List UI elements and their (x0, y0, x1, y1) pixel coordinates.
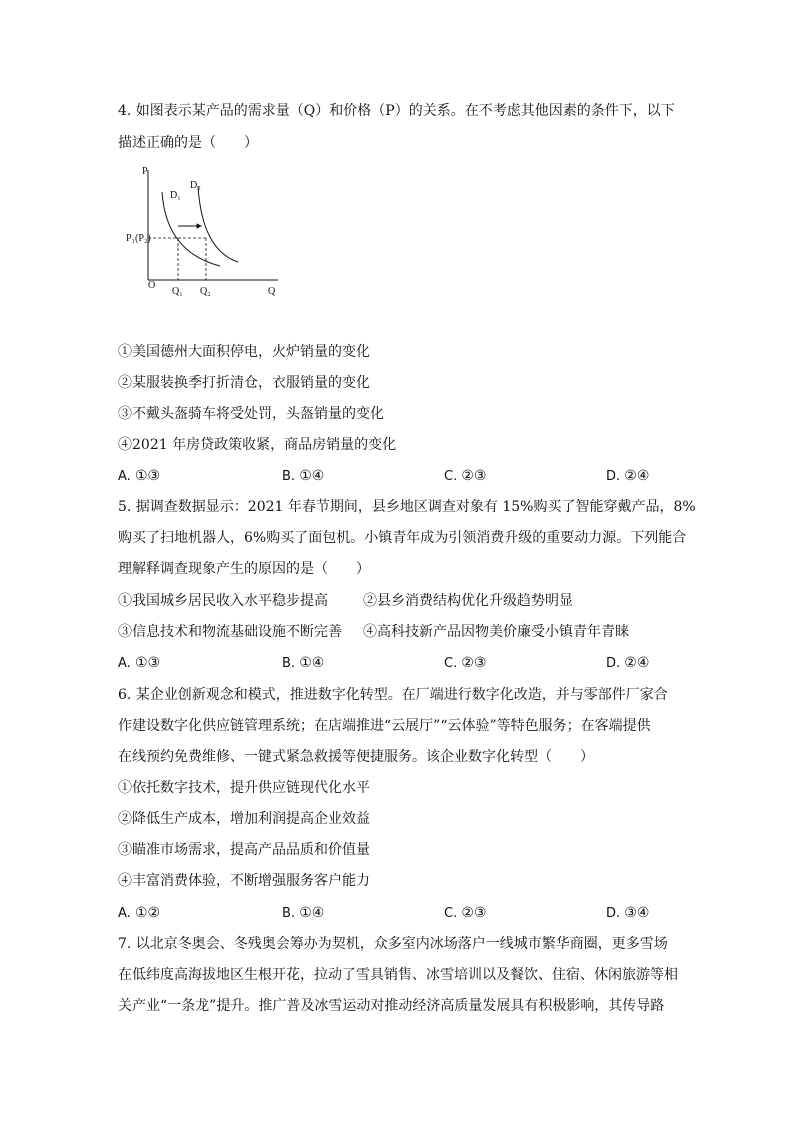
q6-item-2: ②降低生产成本，增加利润提高企业效益 (118, 811, 370, 827)
q1-label: Q₁ (172, 286, 183, 297)
option-value: ③④ (624, 905, 650, 921)
q6-option-c[interactable] (444, 903, 486, 924)
q4-option-b[interactable] (282, 466, 324, 487)
option-letter: C. (444, 656, 458, 671)
option-letter: B. (282, 656, 296, 671)
x-axis-label: Q (268, 286, 276, 297)
q6-item-4: ④丰富消费体验，不断增强服务客户能力 (118, 873, 370, 889)
q4-option-a[interactable] (118, 466, 160, 487)
q6-item-3: ③瞄准市场需求，提高产品品质和价值量 (118, 842, 370, 858)
q5-item-3: ③信息技术和物流基础设施不断完善 (118, 624, 342, 640)
curve-d2 (198, 186, 238, 262)
q5-item-1: ①我国城乡居民收入水平稳步提高 (118, 593, 328, 609)
option-letter: C. (444, 469, 458, 484)
option-value: ②③ (461, 468, 487, 484)
q5-option-a[interactable] (118, 653, 160, 674)
q6-stem-line-2: 作建设数字化供应链管理系统；在店端推进“云展厅”“云体验”等特色服务；在客端提供 (118, 718, 651, 734)
price-label: P₁(P₂) (126, 233, 151, 244)
q5-item-2: ②县乡消费结构优化升级趋势明显 (363, 593, 573, 609)
option-value: ①④ (299, 468, 325, 484)
d2-label: D₂ (190, 180, 201, 191)
q7-stem-line-3: 关产业“一条龙”提升。推广普及冰雪运动对推动经济高质量发展具有积极影响，其传导路 (118, 998, 665, 1014)
option-value: ①② (134, 905, 161, 921)
q6-option-a[interactable] (118, 903, 160, 924)
option-letter: A. (118, 656, 131, 671)
q6-stem-line-1: 6. 某企业创新观念和模式，推进数字化转型。在厂端进行数字化改造，并与零部件厂家合 (118, 687, 668, 703)
q5-option-b[interactable] (282, 653, 324, 674)
y-axis-label: P (142, 166, 148, 177)
q4-item-1: ①美国德州大面积停电，火炉销量的变化 (118, 344, 370, 360)
q4-option-c[interactable] (444, 466, 486, 487)
demand-curve-graph (118, 162, 288, 302)
q6-item-1: ①依托数字技术，提升供应链现代化水平 (118, 780, 370, 796)
q7-stem-line-1: 7. 以北京冬奥会、冬残奥会筹办为契机，众多室内冰场落户一线城市繁华商圈，更多雪场 (118, 936, 668, 952)
q6-option-d[interactable] (606, 903, 649, 924)
option-letter: B. (282, 469, 296, 484)
q4-stem-line-2: 描述正确的是（ ） (118, 135, 258, 151)
q5-stem-line-3: 理解释调查现象产生的原因的是（ ） (118, 561, 370, 577)
option-letter: B. (282, 906, 296, 921)
curve-d1 (162, 192, 220, 266)
q4-item-4: ④2021 年房贷政策收紧，商品房销量的变化 (118, 437, 397, 453)
q5-option-d[interactable] (606, 653, 649, 674)
option-value: ②③ (461, 905, 487, 921)
option-letter: C. (444, 906, 458, 921)
option-value: ①③ (134, 655, 161, 671)
option-value: ②③ (461, 655, 487, 671)
option-value: ②④ (624, 655, 650, 671)
q5-stem-line-1: 5. 据调查数据显示：2021 年春节期间，县乡地区调查对象有 15%购买了智能穿戴产品，8% (118, 499, 696, 515)
d1-label: D₁ (170, 190, 181, 201)
option-value: ①③ (134, 468, 161, 484)
q2-label: Q₂ (200, 286, 211, 297)
q5-item-4: ④高科技新产品因物美价廉受小镇青年青睐 (363, 624, 629, 640)
q5-option-c[interactable] (444, 653, 486, 674)
option-value: ①④ (299, 905, 325, 921)
q7-stem-line-2: 在低纬度高海拔地区生根开花，拉动了雪具销售、冰雪培训以及餐饮、住宿、休闲旅游等相 (118, 967, 678, 983)
q5-stem-line-2: 购买了扫地机器人，6%购买了面包机。小镇青年成为引领消费升级的重要动力源。下列能合 (118, 530, 687, 546)
option-value: ①④ (299, 655, 325, 671)
q4-stem-line-1: 4. 如图表示某产品的需求量（Q）和价格（P）的关系。在不考虑其他因素的条件下，以下 (118, 103, 675, 119)
origin-label: O (148, 280, 156, 291)
q4-item-3: ③不戴头盔骑车将受处罚，头盔销量的变化 (118, 406, 384, 422)
q4-option-d[interactable] (606, 466, 649, 487)
option-value: ②④ (624, 468, 650, 484)
option-letter: D. (606, 906, 621, 921)
option-letter: A. (118, 469, 131, 484)
option-letter: D. (606, 656, 621, 671)
q6-stem-line-3: 在线预约免费维修、一键式紧急救援等便捷服务。该企业数字化转型（ ） (118, 749, 594, 765)
q4-item-2: ②某服装换季打折清仓，衣服销量的变化 (118, 375, 370, 391)
option-letter: D. (606, 469, 621, 484)
option-letter: A. (118, 906, 131, 921)
q6-option-b[interactable] (282, 903, 324, 924)
